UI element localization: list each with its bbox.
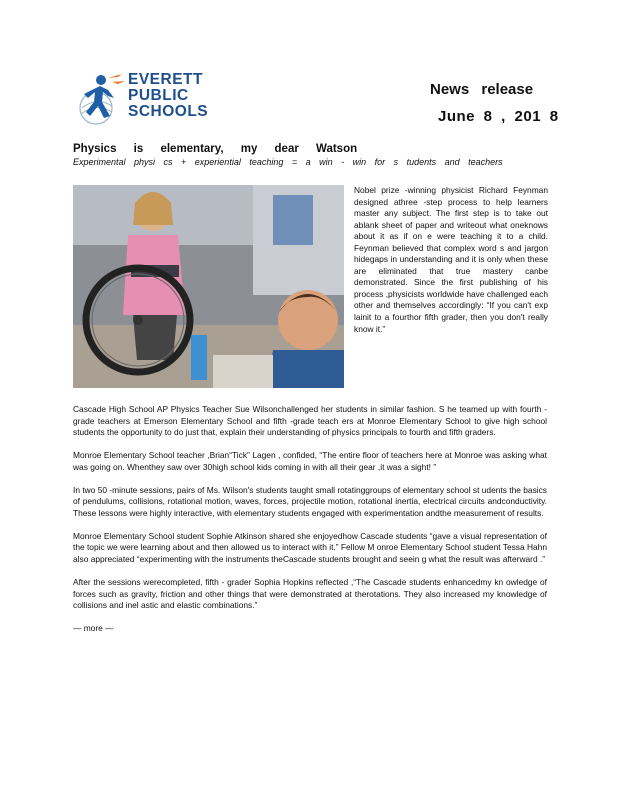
article-headline: Physics is elementary, my dear Watson — [73, 143, 358, 155]
logo-line-1: EVERETT — [128, 71, 203, 88]
logo-line-3: SCHOOLS — [128, 103, 209, 120]
paragraph: Monroe Elementary School teacher ,Brian“Tick” Lagen , confided, “The entire floor of teachers here at Monroe was asking what was going on. Whenthey saw over 30high school kids coming in with all their gear ,it was a sight! ” — [73, 450, 547, 472]
runner-icon — [78, 72, 128, 134]
release-date: June 8 , 201 8 — [438, 108, 559, 125]
paragraph: Monroe Elementary School student Sophie Atkinson shared she enjoyedhow Cascade students “gave a visual representation of the topic we were learning about and then allowed us to interact with it.” Fellow M onroe Elementary School student Tessa Hahn also appreciated “experimenting with the instruments theCascade students brought and seein g what the result was afterward .” — [73, 530, 547, 564]
paragraph: Cascade High School AP Physics Teacher Sue Wilsonchallenged her students in similar fashion. S he teamed up with fourth -grade teachers at Emerson Elementary School and fifth -grade teach ers at Monroe Elementary School to give high school students the opportunity to do just that, explain their understanding of physics principals to fourth and fifth graders. — [73, 404, 547, 438]
district-logo — [78, 72, 228, 132]
news-release-label: News release — [430, 81, 534, 98]
classroom-photo — [73, 185, 344, 388]
paragraph: In two 50 -minute sessions, pairs of Ms. Wilson's students taught small rotatinggroups of elementary school st udents the basics of pendulums, collisions, rotational motion, waves, forces, projectile motion, rotational inertia, electrical circuits andconductivity. These lessons were highly interactive, with elementary students engaged with experimentation andthe measurement of results. — [73, 484, 547, 518]
article-subhead: Experimental physi cs + experiential teaching = a win - win for s tudents and teachers — [73, 157, 503, 167]
logo-line-2: PUBLIC — [128, 87, 189, 104]
intro-column: Nobel prize -winning physicist Richard Feynman designed athree -step process to help learners master any subject. The first step is to take out ablank sheet of paper and writeout what oneknows about it as if on e were teaching it to a child. Feynman believed that complex word s and jargon hidegaps in understanding and it is only when these are eliminated that true mastery canbe demonstrated. Since the first publishing of his process ,physicists worldwide have challenged each other and themselves accordingly: “If you can't exp lainit to a fourthor fifth grader, then you don't really know it.” — [354, 185, 548, 334]
article-body — [73, 404, 547, 635]
more-indicator: — more — — [73, 623, 114, 634]
paragraph: After the sessions werecompleted, fifth - grader Sophia Hopkins reflected ,“The Cascade students enhancedmy kn owledge of forces such as gravity, friction and other things that were demonstrated at therotations. They also increased my knowledge of collisions and inel astic and elastic combinations.” — [73, 577, 547, 611]
